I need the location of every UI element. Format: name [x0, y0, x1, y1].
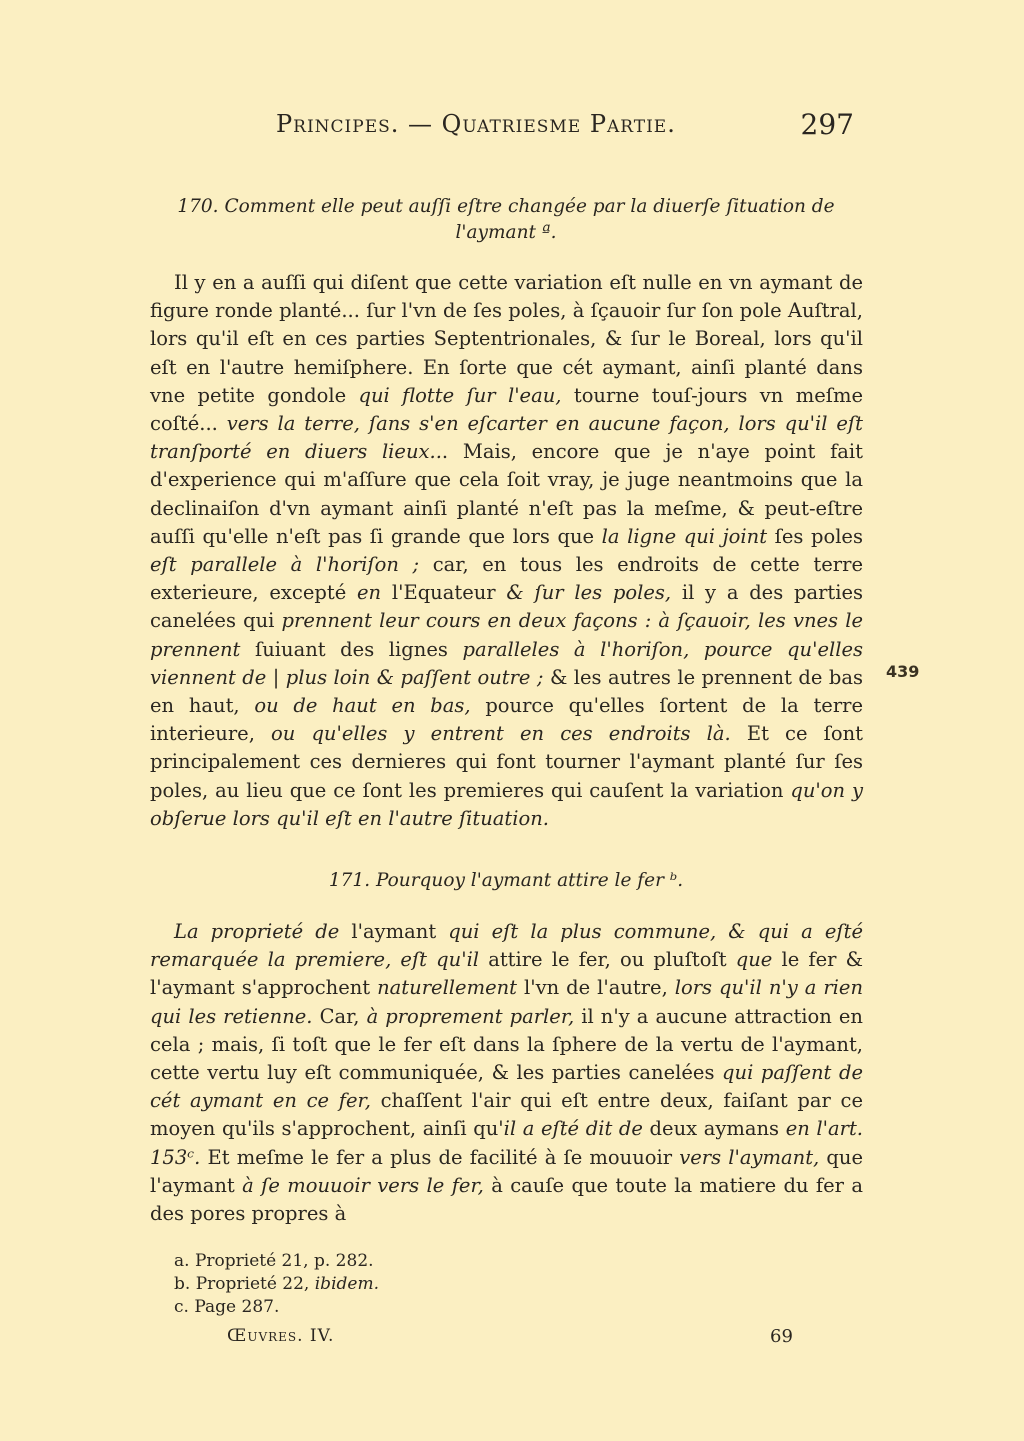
- text-run: Et ce ſont principalement ces dernieres qui font tourner l'aymant planté ſur ſes poles, au lieu que ce ſont les premieres qui cauſent la variation: [150, 722, 863, 802]
- running-title: Principes. — Quatriesme Partie.: [276, 110, 676, 138]
- margin-reference-number: 439: [886, 662, 920, 681]
- text-run: Car,: [312, 1004, 367, 1028]
- italic-run: en l'art. 153ᶜ.: [150, 1117, 863, 1169]
- text-run: & les autres le prennent de bas en haut,: [150, 665, 863, 718]
- italic-run: lors qu'il n'y a rien qui les retienne.: [150, 976, 863, 1028]
- text-run: Il y en a auſſi qui diſent que cette variation eſt nulle en vn aymant de figure ronde planté... ſur l'vn de ſes poles, à ſçauoir ſur ſon pole Auſtral, lors qu'il eſt en ces parties Septentrionales, & ſur le Boreal, lors qu'il eſt en l'autre hemiſphere. En ſorte que cét aymant, ainſi planté dans vne petite gondole: [150, 271, 863, 407]
- italic-run: prennent leur cours en deux façons : à ſçauoir, les vnes le prennent: [150, 609, 863, 661]
- text-run: deux aymans: [642, 1117, 786, 1141]
- text-run: l'Equateur: [381, 581, 507, 605]
- footnotes: [174, 1250, 379, 1319]
- text-run: ſes poles: [767, 524, 863, 548]
- text-run: . Mais, encore que je n'aye point fait d'experience qui m'aſſure que cela ſoit vray, je juge neantmoins que la declinaiſon d'vn aymant ainſi planté n'eſt pas la meſme, & peut-eſtre auſſi qu'elle n'eſt pas ſi grande que lors que: [150, 440, 863, 548]
- text-run: que l'aymant: [150, 1145, 863, 1197]
- italic-run: qui paſſent de cét aymant en ce fer,: [150, 1061, 863, 1113]
- footnote: a. Proprieté 21, p. 282.: [174, 1251, 374, 1271]
- page-number: 297: [800, 108, 854, 141]
- italic-run: qui flotte ſur l'eau,: [358, 383, 562, 407]
- text-run: l'aymant: [339, 920, 449, 943]
- italic-run: il a eſté dit de: [503, 1117, 643, 1141]
- italic-run: paralleles à l'horiſon, pource qu'elles viennent de | plus loin & paſſent outre ;: [150, 637, 864, 689]
- italic-run: ou qu'elles y entrent en ces endroits là.: [271, 722, 731, 746]
- section-heading-170: 170. Comment elle peut auſſi eſtre changée par la diuerſe ſituation de l'aymant ª.: [177, 196, 835, 243]
- text-run: car, en tous les endroits de cette terre exterieure, excepté: [150, 553, 863, 605]
- sheet-number: 69: [770, 1326, 793, 1347]
- section-paragraph-171: [150, 918, 863, 1228]
- italic-run: en: [357, 581, 382, 605]
- italic-run: La proprieté de: [174, 920, 340, 943]
- section-heading-171: 171. Pourquoy l'aymant attire le fer ᵇ.: [328, 870, 684, 891]
- volume-signature: Œuvres. IV.: [227, 1326, 335, 1346]
- text-run: pource qu'elles ſortent de la terre interieure,: [150, 694, 864, 746]
- text-run: tourne touſ-jours vn meſme coſté...: [150, 383, 864, 436]
- italic-run: & ſur les poles,: [506, 581, 672, 605]
- italic-run: à proprement parler,: [366, 1004, 575, 1028]
- italic-run: vers la terre, ſans s'en eſcarter en aucune façon, lors qu'il eſt tranſporté en diuers lieux..: [150, 412, 863, 464]
- italic-run: naturellement: [377, 976, 518, 1000]
- text-run: l'vn de l'autre,: [517, 976, 675, 1000]
- italic-run: qui eſt la plus commune, & qui a eſté remarquée la premiere, eſt qu'il: [150, 920, 863, 972]
- italic-run: à ſe mouuoir vers le fer,: [242, 1173, 484, 1197]
- footnote: b. Proprieté 22, ibidem.: [174, 1274, 379, 1294]
- text-run: le fer & l'aymant s'approchent: [150, 948, 863, 1000]
- italic-run: que: [735, 948, 773, 972]
- italic-run: vers l'aymant,: [679, 1145, 820, 1169]
- text-run: Et meſme le fer a plus de facilité à ſe mouuoir: [200, 1145, 680, 1169]
- footnote: c. Page 287.: [174, 1297, 280, 1317]
- text-run: à cauſe que toute la matiere du fer a des pores propres à: [150, 1173, 863, 1226]
- italic-run: eſt parallele à l'horiſon ;: [150, 553, 420, 577]
- running-head: [150, 108, 862, 148]
- text-run: il y a des parties canelées qui: [150, 581, 864, 633]
- text-run: attire le fer, ou pluſtoſt: [479, 948, 736, 972]
- text-run: il n'y a aucune attraction en cela ; mais, ſi toſt que le fer eſt dans la ſphere de la vertu de l'aymant, cette vertu luy eſt communiquée, & les parties canelées: [150, 1004, 863, 1085]
- italic-run: qu'on y obſerue lors qu'il eſt en l'autre ſituation.: [150, 778, 863, 830]
- section-paragraph-170: [150, 269, 863, 833]
- italic-run: la ligne qui joint: [601, 524, 768, 548]
- text-run: ſuiuant des lignes: [240, 637, 463, 661]
- italic-run: ou de haut en bas,: [254, 694, 471, 718]
- text-run: chaſſent l'air qui eſt entre deux, faiſant par ce moyen qu'ils s'approchent, ainſi qu': [150, 1089, 863, 1141]
